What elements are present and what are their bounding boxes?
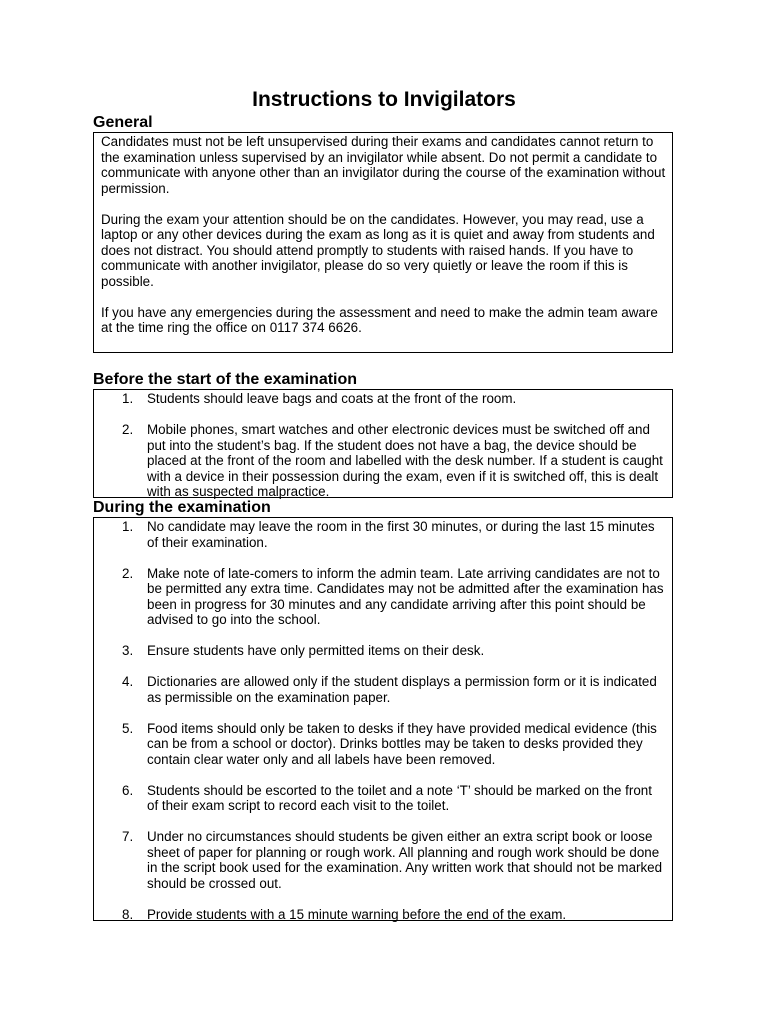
list-number: 8. [122,906,134,922]
list-number: 2. [122,422,134,437]
during-box [93,517,673,921]
during-list [94,519,672,922]
list-text: Mobile phones, smart watches and other electronic devices must be switched off and put into the student’s bag. If the student does not have a bag, the device should be placed at the front of the room and labelled with the desk number. If a student is caught with a device in their possession during the exam, even if it is switched off, this is dealt with as suspected malpractice. [147,422,663,499]
list-item [94,907,672,923]
list-text: Food items should only be taken to desks if they have provided medical evidence (this can be from a school or doctor). Drinks bottles may be taken to desks provided they contain clear water only and all labels have been removed. [147,720,657,767]
list-item [94,391,672,407]
list-text: Students should be escorted to the toilet and a note ‘T’ should be marked on the front of their exam script to record each visit to the toilet. [147,782,652,813]
list-text: No candidate may leave the room in the first 30 minutes, or during the last 15 minutes of their examination. [147,519,655,550]
list-text: Make note of late-comers to inform the admin team. Late arriving candidates are not to be permitted any extra time. Candidates may not be admitted after the examination has been in progress for 30 minutes and any candidate arriving after this point should be advised to go into the school. [147,565,664,627]
page-title: Instructions to Invigilators [252,88,516,111]
general-heading: General [93,114,153,131]
list-number: 1. [122,391,134,406]
list-text: Under no circumstances should students be given either an extra script book or loose sheet of paper for planning or rough work. All planning and rough work should be done in the script book used for the examination. Any written work that should not be marked should be crossed out. [147,829,663,891]
list-item [94,721,672,768]
list-number: 3. [122,643,134,658]
list-text: Students should leave bags and coats at the front of the room. [147,391,517,406]
before-box [93,389,673,498]
before-list [94,391,672,500]
general-paragraph-1: Candidates must not be left unsupervised during their exams and candidates cannot return to the examination unless supervised by an invigilator while absent. Do not permit a candidate to communicate with anyone other than an invigilator during the course of the examination without permission. [101,134,666,196]
general-box [93,132,673,353]
list-number: 5. [122,720,134,736]
list-item [94,829,672,891]
list-text: Dictionaries are allowed only if the student displays a permission form or it is indicated as permissible on the examination paper. [147,674,657,705]
list-number: 7. [122,829,134,844]
list-number: 6. [122,782,134,798]
during-heading: During the examination [93,499,271,516]
list-text: Ensure students have only permitted items on their desk. [147,643,485,658]
before-heading: Before the start of the examination [93,371,358,388]
list-item [94,783,672,814]
list-item [94,422,672,500]
list-item [94,566,672,628]
list-number: 4. [122,674,134,689]
general-paragraph-3: If you have any emergencies during the assessment and need to make the admin team aware at the time ring the office on 0117 374 6626. [101,304,658,335]
list-item [94,674,672,705]
general-paragraph-2: During the exam your attention should be on the candidates. However, you may read, use a laptop or any other devices during the exam as long as it is quiet and away from students and does not distract. You should attend promptly to students with raised hands. If you have to communicate with another invigilator, please do so very quietly or leave the room if this is possible. [101,211,655,289]
list-text: Provide students with a 15 minute warning before the end of the exam. [147,906,567,922]
list-number: 2. [122,565,134,581]
list-item [94,643,672,659]
list-item [94,519,672,550]
list-number: 1. [122,519,134,534]
